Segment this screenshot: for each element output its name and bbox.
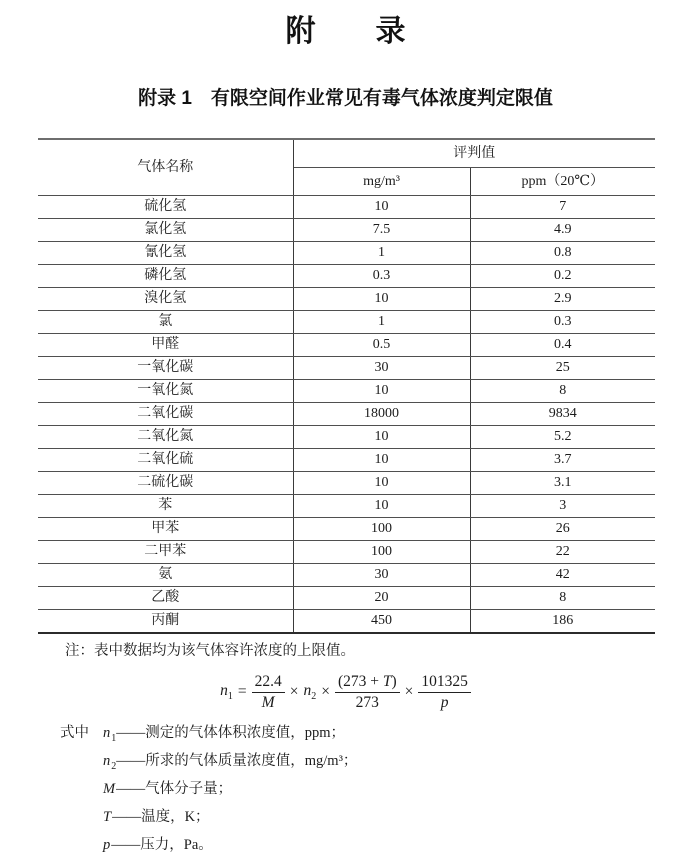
toxic-gas-limits-table [38,138,655,634]
cell-gas-name: 磷化氢 [38,265,293,288]
table-row [38,403,655,426]
cell-mg-value: 10 [293,472,470,495]
header-gas-name: 气体名称 [38,139,293,196]
cell-ppm-value: 2.9 [470,288,655,311]
cell-mg-value: 30 [293,564,470,587]
cell-gas-name: 苯 [38,495,293,518]
symbol-T: T [103,808,112,825]
cell-mg-value: 10 [293,495,470,518]
definition-n2: $n_2——$所求的气体质量浓度值，mg/m³； [103,752,358,772]
cell-mg-value: 450 [293,610,470,634]
cell-gas-name: 甲醛 [38,334,293,357]
cell-mg-value: 30 [293,357,470,380]
cell-gas-name: 氰化氢 [38,242,293,265]
table-row [38,242,655,265]
cell-gas-name: 溴化氢 [38,288,293,311]
cell-mg-value: 10 [293,449,470,472]
table-row [38,311,655,334]
table-row [38,472,655,495]
table-row [38,564,655,587]
header-judgment-value: 评判值 [293,139,655,168]
table-row [38,449,655,472]
cell-mg-value: 10 [293,426,470,449]
gas-table-body [38,196,655,634]
header-unit-ppm: ppm（20℃） [470,168,655,196]
cell-mg-value: 7.5 [293,219,470,242]
header-unit-mg: mg/m³ [293,168,470,196]
table-row [38,426,655,449]
table-row [38,495,655,518]
table-row [38,219,655,242]
multiply-sign: × [289,683,299,700]
cell-gas-name: 一氧化碳 [38,357,293,380]
cell-gas-name: 氨 [38,564,293,587]
definition-T: T——温度，K； [103,808,210,825]
cell-mg-value: 100 [293,541,470,564]
cell-mg-value: 20 [293,587,470,610]
definition-M: M——气体分子量； [103,780,233,797]
table-row [38,357,655,380]
symbol-n2: $n_2$ [103,752,117,772]
formula-var-n2: $n_2$ [303,681,317,703]
cell-gas-name: 氯化氢 [38,219,293,242]
cell-mg-value: 1 [293,242,470,265]
cell-ppm-value: 186 [470,610,655,634]
definition-n1: 式中 $n_1——$测定的气体体积浓度值，ppm； [60,722,691,750]
symbol-p: p [103,836,111,853]
symbol-definitions [60,722,691,861]
multiply-sign: × [321,683,330,700]
table-row [38,196,655,219]
cell-mg-value: 100 [293,518,470,541]
cell-ppm-value: 0.8 [470,242,655,265]
cell-mg-value: 10 [293,380,470,403]
cell-ppm-value: 25 [470,357,655,380]
table-row [38,541,655,564]
table-row [38,265,655,288]
fraction-pressure: $\frac{101325}{p}$ [418,673,471,712]
table-row [38,610,655,634]
cell-ppm-value: 0.4 [470,334,655,357]
header-row-1 [38,139,655,168]
cell-ppm-value: 0.2 [470,265,655,288]
cell-ppm-value: 4.9 [470,219,655,242]
definitions-intro: 式中 [60,725,89,741]
table-row [38,587,655,610]
cell-gas-name: 一氧化氮 [38,380,293,403]
cell-mg-value: 1 [293,311,470,334]
table-row [38,288,655,311]
cell-ppm-value: 22 [470,541,655,564]
symbol-M: M [103,780,116,797]
appendix-title: 附 录 [285,15,406,48]
appendix1-heading: 附录 1 有限空间作业常见有毒气体浓度判定限值 [138,88,553,109]
cell-ppm-value: 3.1 [470,472,655,495]
cell-ppm-value: 0.3 [470,311,655,334]
table-row [38,518,655,541]
fraction-molar-volume-over-M: $\frac{22.4}{M}$ [252,673,285,712]
cell-ppm-value: 3 [470,495,655,518]
fraction-temperature: $\frac{(273 + T)}{273}$ [335,673,400,712]
cell-gas-name: 丙酮 [38,610,293,634]
cell-mg-value: 10 [293,288,470,311]
cell-gas-name: 二氧化氮 [38,426,293,449]
table-row [38,334,655,357]
cell-mg-value: 0.3 [293,265,470,288]
cell-ppm-value: 3.7 [470,449,655,472]
cell-ppm-value: 8 [470,380,655,403]
cell-mg-value: 0.5 [293,334,470,357]
equals-sign: = [237,683,247,700]
cell-mg-value: 18000 [293,403,470,426]
formula-var-n1: $n_1$ [220,681,233,703]
cell-ppm-value: 42 [470,564,655,587]
cell-gas-name: 氯 [38,311,293,334]
cell-gas-name: 二甲苯 [38,541,293,564]
table-row [38,380,655,403]
cell-gas-name: 二氧化硫 [38,449,293,472]
cell-ppm-value: 8 [470,587,655,610]
cell-gas-name: 硫化氢 [38,196,293,219]
cell-gas-name: 甲苯 [38,518,293,541]
cell-mg-value: 10 [293,196,470,219]
definition-p: p——压力，Pa。 [103,836,213,853]
cell-gas-name: 乙酸 [38,587,293,610]
cell-ppm-value: 5.2 [470,426,655,449]
conversion-formula [0,668,691,716]
cell-ppm-value: 9834 [470,403,655,426]
multiply-sign: × [404,683,414,700]
cell-ppm-value: 26 [470,518,655,541]
table-note: 注：表中数据均为该气体容许浓度的上限值。 [65,643,355,659]
cell-gas-name: 二硫化碳 [38,472,293,495]
cell-ppm-value: 7 [470,196,655,219]
symbol-n1: $n_1$ [103,725,117,744]
cell-gas-name: 二氧化碳 [38,403,293,426]
